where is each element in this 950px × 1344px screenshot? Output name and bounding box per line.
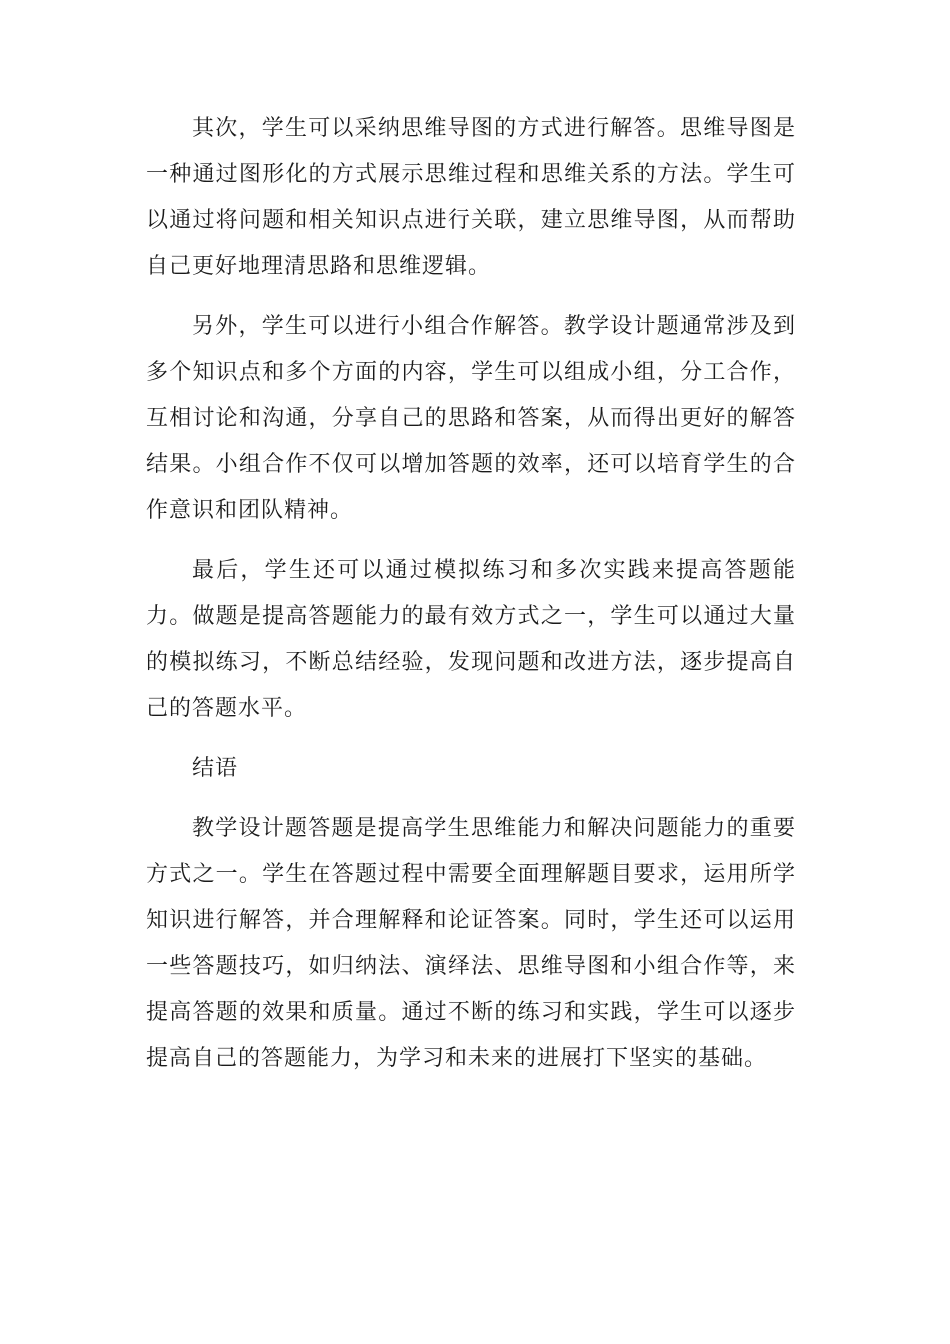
paragraph-group-work: 另外，学生可以进行小组合作解答。教学设计题通常涉及到多个知识点和多个方面的内容，学生可以组成小组，分工合作，互相讨论和沟通，分享自己的思路和答案，从而得出更好的解答结果。小组合作不仅可以增加答题的效率，还可以培育学生的合作意识和团队精神。 <box>146 314 796 523</box>
section-heading-conclusion: 结语 <box>192 756 239 781</box>
paragraph-mind-map: 其次，学生可以采纳思维导图的方式进行解答。思维导图是一种通过图形化的方式展示思维过程和思维关系的方法。学生可以通过将问题和相关知识点进行关联，建立思维导图，从而帮助自己更好地理清思路和思维逻辑。 <box>146 116 796 279</box>
document-body <box>146 106 796 1096</box>
paragraph-conclusion: 教学设计题答题是提高学生思维能力和解决问题能力的重要方式之一。学生在答题过程中需要全面理解题目要求，运用所学知识进行解答，并合理解释和论证答案。同时，学生还可以运用一些答题技巧，如归纳法、演绎法、思维导图和小组合作等，来提高答题的效果和质量。通过不断的练习和实践，学生可以逐步提高自己的答题能力，为学习和未来的进展打下坚实的基础。 <box>146 816 796 1071</box>
paragraph-practice: 最后，学生还可以通过模拟练习和多次实践来提高答题能力。做题是提高答题能力的最有效方式之一，学生可以通过大量的模拟练习，不断总结经验，发现问题和改进方法，逐步提高自己的答题水平。 <box>146 558 796 721</box>
